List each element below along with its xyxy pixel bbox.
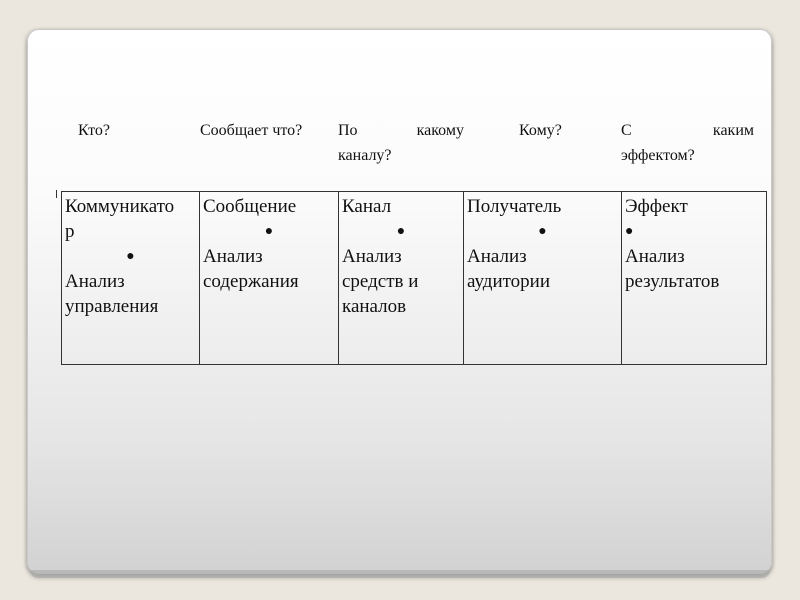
table-left-tick (56, 190, 57, 198)
question-what: Сообщает что? (200, 122, 303, 139)
cell-communicator-title: Коммуникато р (65, 196, 175, 242)
question-channel-line2: каналу? (338, 147, 392, 164)
cell-channel-analysis-object-line1: средств и (342, 271, 419, 292)
cell-effect-analysis-label: Анализ (625, 246, 685, 267)
bullet-icon: ● (264, 224, 274, 239)
question-effect-line2: эффектом? (621, 147, 695, 164)
cell-recipient-analysis-label: Анализ (467, 246, 527, 267)
cell-recipient-title: Получатель (467, 196, 562, 217)
cell-communicator (62, 192, 200, 365)
cell-channel-analysis-label: Анализ (342, 246, 402, 267)
question-channel (338, 118, 464, 168)
cell-message-analysis-object: содержания (203, 271, 299, 292)
cell-channel-analysis-object-line2: каналов (342, 296, 407, 317)
cell-effect (622, 192, 767, 365)
cell-effect-title: Эффект (625, 196, 688, 217)
table-row (62, 192, 767, 365)
question-channel-word2: какому (416, 122, 464, 139)
question-effect-word2: каким (712, 122, 754, 139)
bullet-icon: ● (625, 224, 634, 239)
cell-communicator-analysis-object: управления (65, 296, 159, 317)
question-effect-word1: С (621, 122, 632, 139)
question-effect (621, 118, 754, 168)
question-whom: Кому? (519, 122, 562, 139)
cell-channel (339, 192, 464, 365)
cell-recipient (464, 192, 622, 365)
cell-message-analysis-label: Анализ (203, 246, 263, 267)
bullet-icon: ● (126, 249, 135, 264)
question-channel-word1: По (338, 122, 358, 139)
cell-effect-analysis-object: результатов (625, 271, 720, 292)
slide-shadow (30, 570, 770, 578)
cell-recipient-analysis-object: аудитории (467, 271, 550, 292)
cell-message (200, 192, 339, 365)
bullet-icon: ● (396, 224, 406, 239)
bullet-icon: ● (538, 224, 547, 239)
question-who: Кто? (78, 122, 110, 139)
cell-channel-title: Канал (342, 196, 392, 217)
cell-communicator-analysis-label: Анализ (65, 271, 125, 292)
lasswell-model-table (61, 191, 767, 365)
cell-message-title: Сообщение (203, 196, 297, 217)
